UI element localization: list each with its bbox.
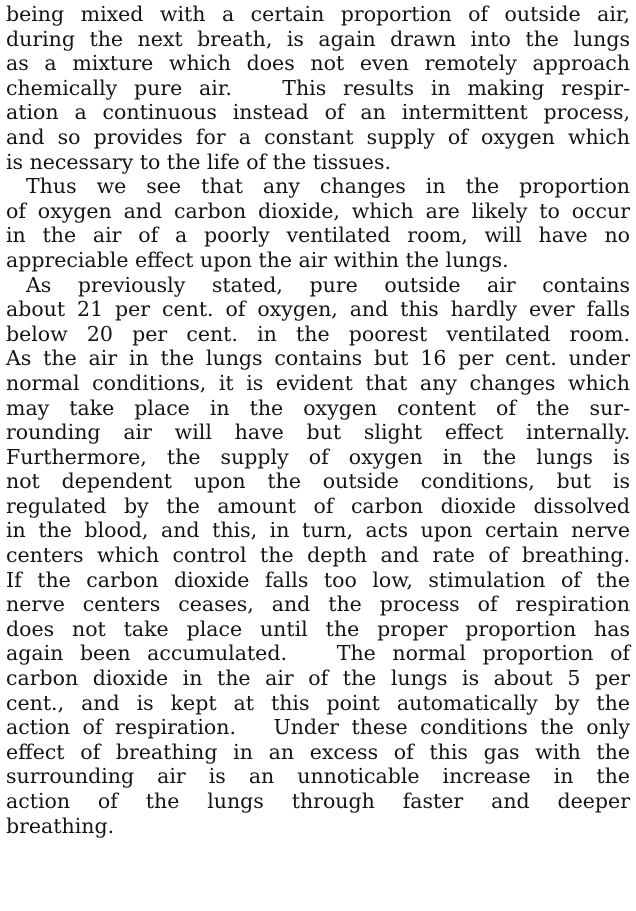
- text-line: cent., and is kept at this point automatically by the: [6, 690, 630, 715]
- text-line: is necessary to the life of the tissues.: [6, 149, 391, 174]
- text-line: appreciable effect upon the air within the lungs.: [6, 247, 509, 272]
- text-line: normal conditions, it is evident that any changes which: [6, 370, 630, 395]
- text-line: If the carbon dioxide falls too low, stimulation of the: [6, 567, 630, 592]
- text-line: does not take place until the proper proportion has: [6, 616, 630, 641]
- text-line: action of respiration. Under these conditions the only: [6, 715, 630, 740]
- text-line: regulated by the amount of carbon dioxide dissolved: [6, 493, 630, 518]
- text-line: nerve centers ceases, and the process of respiration: [6, 592, 630, 617]
- text-line: about 21 per cent. of oxygen, and this hardly ever falls: [6, 297, 630, 322]
- text-line: centers which control the depth and rate of breathing.: [6, 543, 630, 568]
- text-line: in the air of a poorly ventilated room, will have no: [6, 223, 630, 248]
- text-line: As the air in the lungs contains but 16 per cent. under: [6, 346, 630, 371]
- text-line: Furthermore, the supply of oxygen in the lungs is: [6, 444, 630, 469]
- text-line: effect of breathing in an excess of this gas with the: [6, 739, 630, 764]
- text-line: in the blood, and this, in turn, acts upon certain nerve: [6, 518, 630, 543]
- text-line: during the next breath, is again drawn into the lungs: [6, 26, 630, 51]
- text-line: and so provides for a constant supply of oxygen which: [6, 124, 630, 149]
- text-line: of oxygen and carbon dioxide, which are likely to occur: [6, 198, 630, 223]
- text-line: being mixed with a certain proportion of outside air,: [6, 2, 630, 26]
- body-text: [6, 2, 630, 838]
- text-line: surrounding air is an unnoticable increase in the: [6, 764, 630, 789]
- paragraph-first-line: As previously stated, pure outside air contains: [26, 272, 630, 297]
- text-line: may take place in the oxygen content of the sur-: [6, 395, 630, 420]
- paragraph-first-line: Thus we see that any changes in the proportion: [26, 174, 630, 199]
- text-line: action of the lungs through faster and deeper: [6, 789, 630, 813]
- text-line: as a mixture which does not even remotely approach: [6, 51, 630, 76]
- text-line: chemically pure air. This results in making respir-: [6, 75, 630, 100]
- text-line: below 20 per cent. in the poorest ventilated room.: [6, 321, 630, 346]
- text-line: breathing.: [6, 813, 115, 838]
- text-line: carbon dioxide in the air of the lungs is about 5 per: [6, 666, 630, 691]
- text-line: again been accumulated. The normal proportion of: [6, 641, 630, 666]
- text-line: rounding air will have but slight effect internally.: [6, 420, 630, 445]
- text-line: not dependent upon the outside conditions, but is: [6, 469, 630, 494]
- text-line: ation a continuous instead of an intermittent process,: [6, 100, 630, 125]
